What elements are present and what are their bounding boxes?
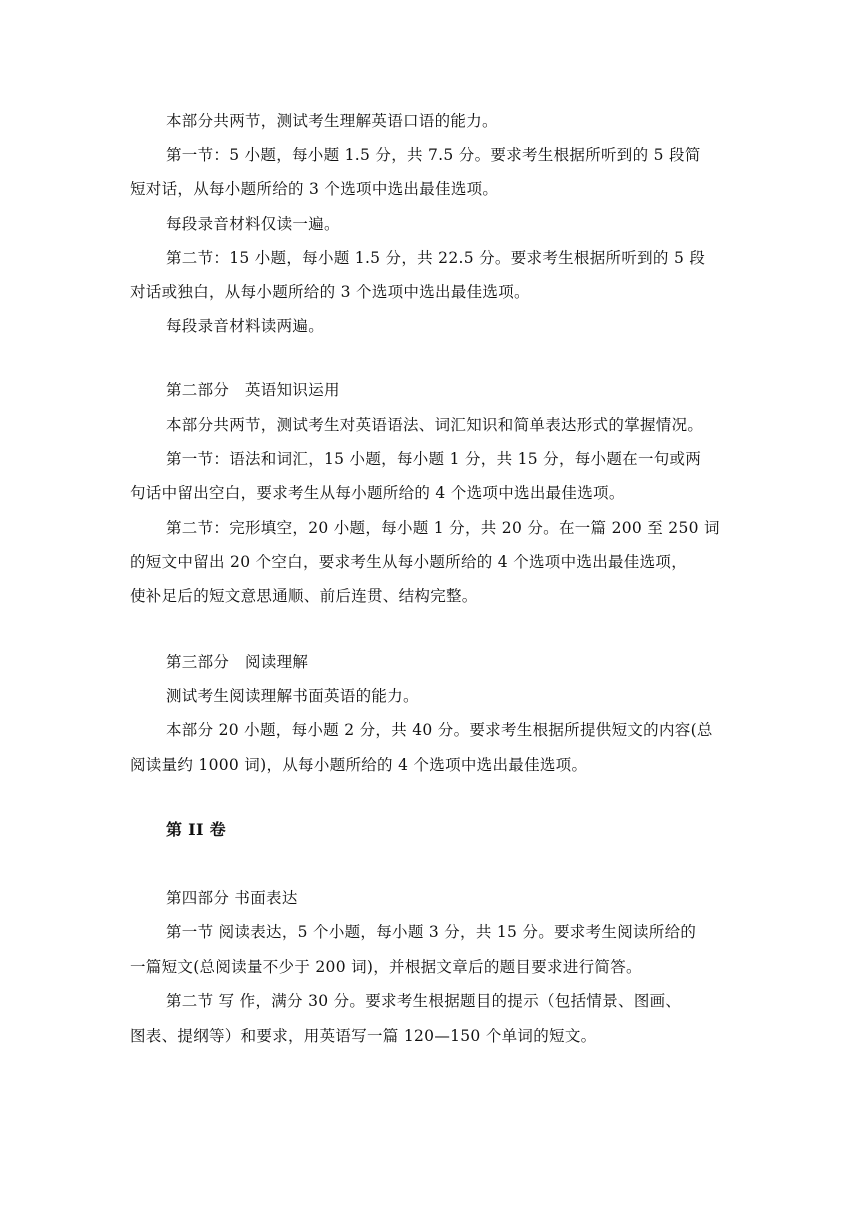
part2-sec2-line1: 第二节：完形填空，20 小题，每小题 1 分，共 20 分。在一篇 200 至 250 词 bbox=[166, 519, 720, 537]
part1-sec2-note: 每段录音材料读两遍。 bbox=[166, 317, 325, 335]
part3-line2: 阅读量约 1000 词)，从每小题所给的 4 个选项中选出最佳选项。 bbox=[130, 756, 588, 774]
part2-intro: 本部分共两节，测试考生对英语语法、词汇知识和简单表达形式的掌握情况。 bbox=[166, 416, 704, 434]
part1-sec1-line2: 短对话，从每小题所给的 3 个选项中选出最佳选项。 bbox=[130, 180, 499, 198]
part4-sec2-line1: 第二节 写 作，满分 30 分。要求考生根据题目的提示（包括情景、图画、 bbox=[166, 992, 682, 1010]
part2-sec2-line2: 的短文中留出 20 个空白，要求考生从每小题所给的 4 个选项中选出最佳选项， bbox=[130, 553, 687, 571]
volume2-title: 第 II 卷 bbox=[166, 820, 226, 839]
part4-title: 第四部分 书面表达 bbox=[166, 889, 298, 907]
part2-sec1-line2: 句话中留出空白，要求考生从每小题所给的 4 个选项中选出最佳选项。 bbox=[130, 484, 625, 502]
part2-sec1-line1: 第一节：语法和词汇，15 小题，每小题 1 分，共 15 分，每小题在一句或两 bbox=[166, 450, 702, 468]
part4-sec1-line1: 第一节 阅读表达，5 个小题，每小题 3 分，共 15 分。要求考生阅读所给的 bbox=[166, 923, 697, 941]
part1-sec2-line1: 第二节：15 小题，每小题 1.5 分，共 22.5 分。要求考生根据所听到的 5 段 bbox=[166, 249, 706, 267]
part1-intro: 本部分共两节，测试考生理解英语口语的能力。 bbox=[166, 112, 498, 130]
part1-sec2-line2: 对话或独白，从每小题所给的 3 个选项中选出最佳选项。 bbox=[130, 283, 530, 301]
part1-sec1-note: 每段录音材料仅读一遍。 bbox=[166, 215, 340, 233]
part3-intro: 测试考生阅读理解书面英语的能力。 bbox=[166, 687, 419, 705]
part4-sec2-line2: 图表、提纲等）和要求，用英语写一篇 120—150 个单词的短文。 bbox=[130, 1027, 597, 1045]
part3-line1: 本部分 20 小题，每小题 2 分，共 40 分。要求考生根据所提供短文的内容(总 bbox=[166, 721, 713, 739]
part4-sec1-line2: 一篇短文(总阅读量不少于 200 词)，并根据文章后的题目要求进行简答。 bbox=[130, 958, 642, 976]
part1-sec1-line1: 第一节：5 小题，每小题 1.5 分，共 7.5 分。要求考生根据所听到的 5 段简 bbox=[166, 146, 701, 164]
part2-title: 第二部分 英语知识运用 bbox=[166, 381, 340, 399]
part3-title: 第三部分 阅读理解 bbox=[166, 653, 309, 671]
part2-sec2-line3: 使补足后的短文意思通顺、前后连贯、结构完整。 bbox=[130, 587, 478, 605]
